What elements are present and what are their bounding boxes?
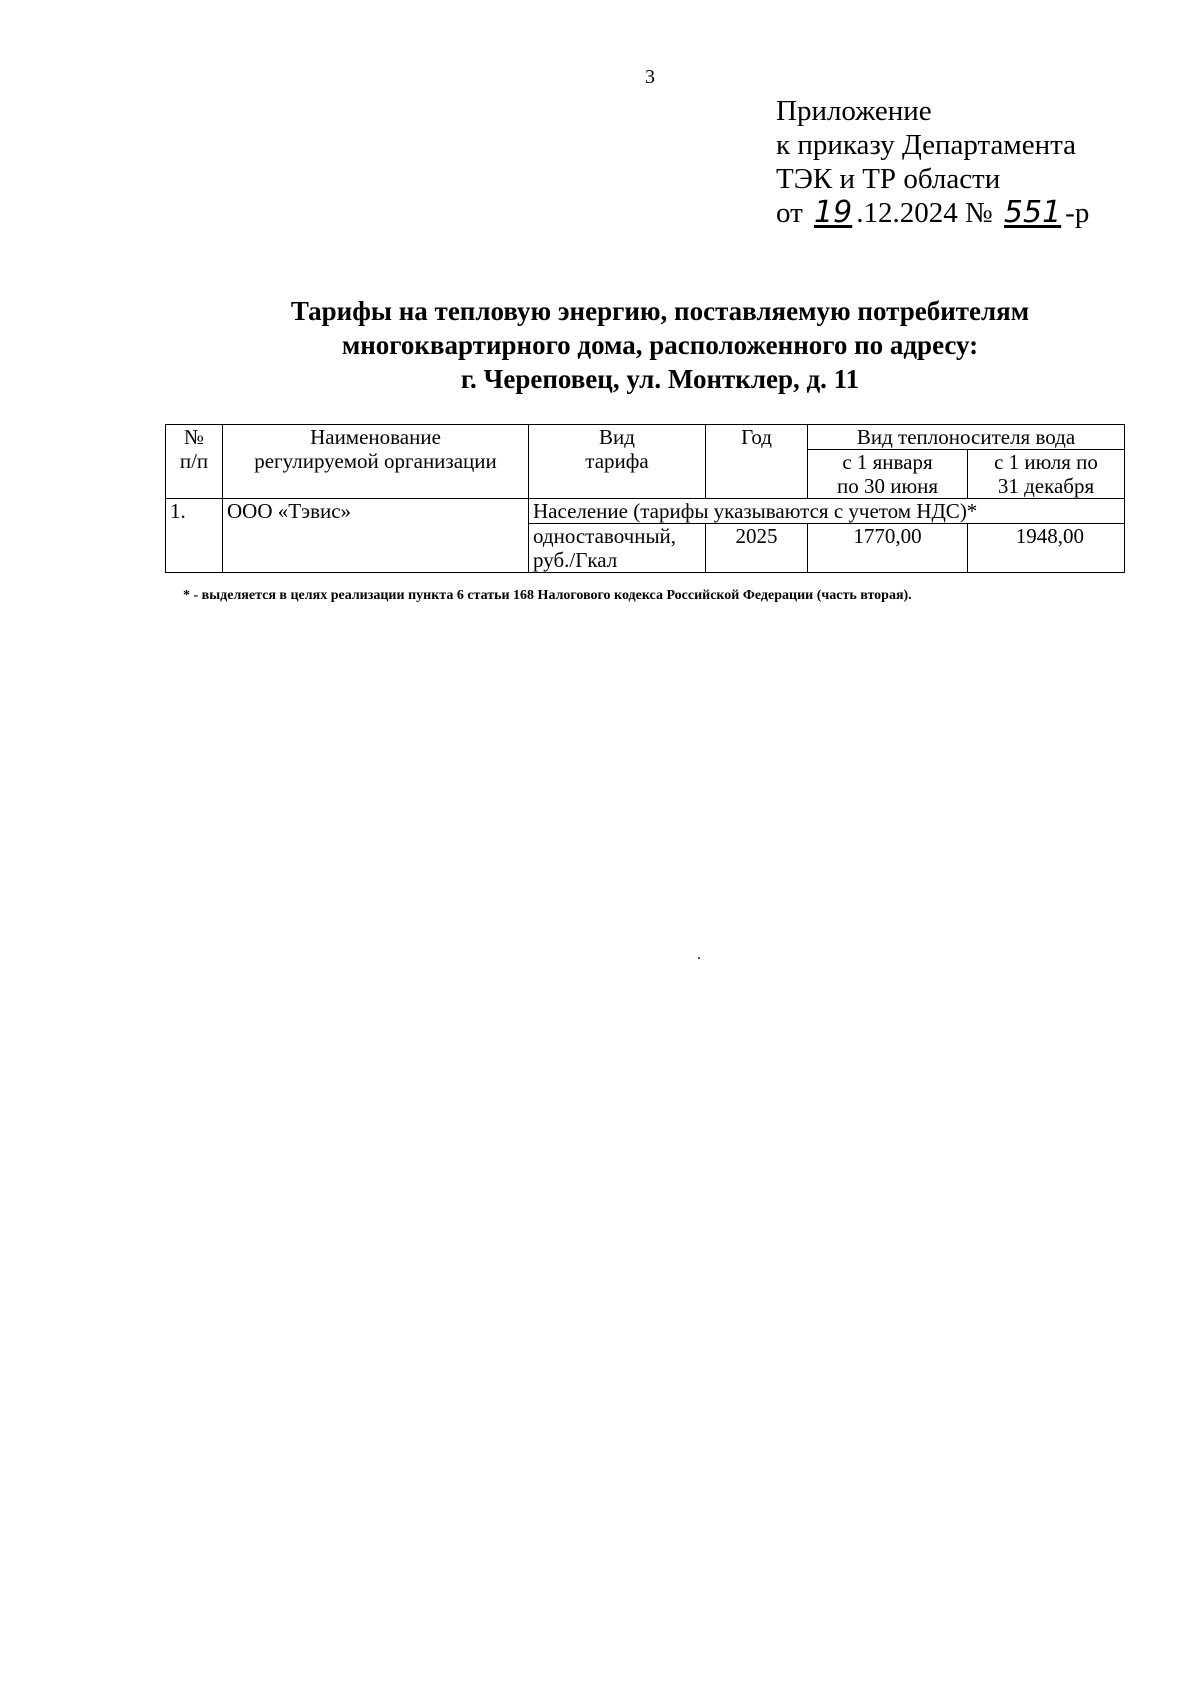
cell-value-h2: 1948,00 (968, 524, 1125, 573)
header-org-line-1: Наименование (310, 425, 441, 449)
title-line-3: г. Череповец, ул. Монтклер, д. 11 (460, 364, 860, 394)
document-title (160, 294, 1160, 396)
header-organization (223, 425, 529, 499)
cell-num: 1. (166, 499, 223, 573)
cell-value-h1: 1770,00 (808, 524, 968, 573)
header-tariff-type (529, 425, 706, 499)
appendix-block (776, 94, 1089, 230)
header-period-1-line-2: по 30 июня (836, 474, 939, 498)
header-org-line-2: регулируемой организации (254, 449, 497, 473)
cell-category: Население (тарифы указываются с учетом НДС)* (529, 499, 1125, 524)
cell-year: 2025 (706, 524, 808, 573)
header-period-1 (808, 450, 968, 499)
appendix-date-line (776, 196, 1089, 230)
title-line-2: многоквартирного дома, расположенного по адресу: (341, 330, 979, 360)
tariff-type-line-1: одноставочный, (533, 524, 677, 548)
header-year: Год (706, 425, 808, 499)
header-num-line-1: № (183, 425, 205, 449)
header-num (166, 425, 223, 499)
tariff-table (165, 424, 1125, 573)
header-period-2-line-2: 31 декабря (997, 474, 1095, 498)
appendix-line-1: Приложение (776, 95, 932, 127)
cell-tariff-type (529, 524, 706, 573)
appendix-line-2: к приказу Департамента (776, 129, 1077, 161)
order-number-handwritten: 551 (1003, 195, 1062, 230)
date-prefix: от (776, 197, 803, 229)
table-header-row-1 (166, 425, 1125, 450)
footnote: * - выделяется в целях реализации пункта 6 статьи 168 Налогового кодекса Российской Федерации (часть вторая). (183, 588, 912, 603)
title-line-1: Тарифы на тепловую энергию, поставляемую потребителям (290, 296, 1030, 326)
header-period-2 (968, 450, 1125, 499)
table-row (166, 499, 1125, 524)
page-number: 3 (645, 66, 655, 88)
header-type-line-1: Вид (599, 425, 635, 449)
order-suffix: -р (1065, 197, 1090, 229)
header-type-line-2: тарифа (585, 449, 649, 473)
date-rest: .12.2024 № (856, 197, 993, 229)
cell-organization: ООО «Тэвис» (223, 499, 529, 573)
appendix-line-3: ТЭК и ТР области (776, 163, 1001, 195)
tariff-type-line-2: руб./Гкал (533, 548, 618, 572)
header-period-2-line-1: с 1 июля по (994, 450, 1098, 474)
header-carrier: Вид теплоносителя вода (808, 425, 1125, 450)
scan-speck (698, 957, 700, 959)
date-day-handwritten: 19 (814, 195, 853, 230)
header-num-line-2: п/п (179, 449, 209, 473)
header-period-1-line-1: с 1 января (842, 450, 933, 474)
